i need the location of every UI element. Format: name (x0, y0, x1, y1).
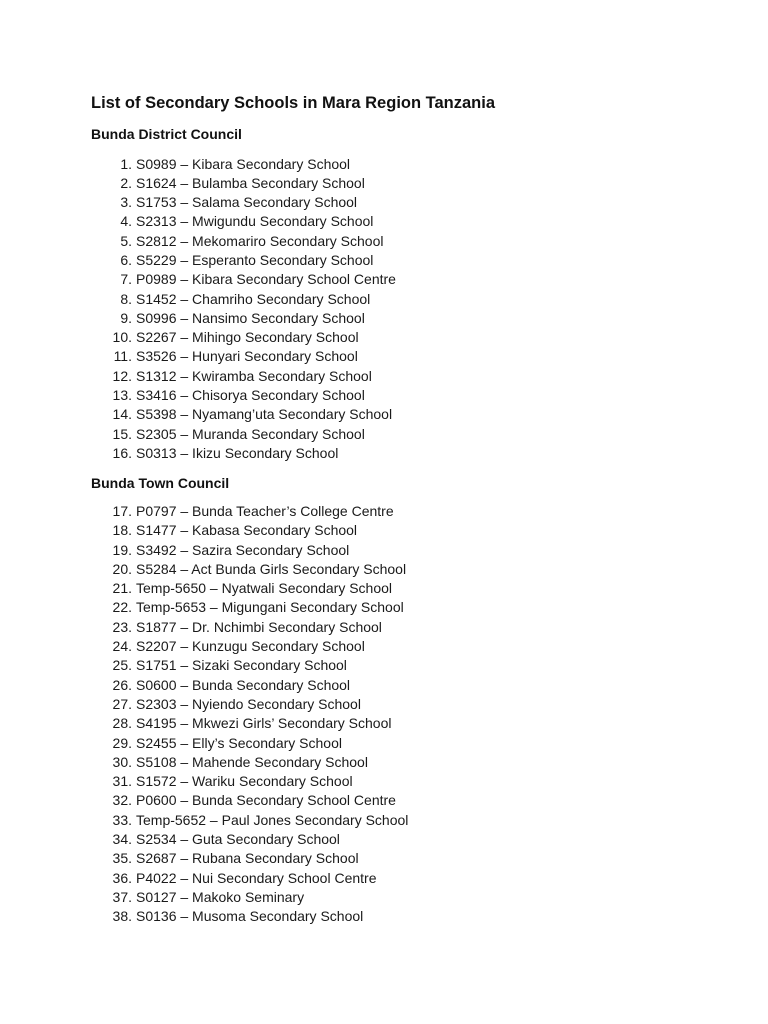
list-item-number: 29. (112, 734, 132, 751)
list-item-number: 33. (112, 811, 132, 828)
list-item-number: 30. (112, 753, 132, 770)
list-item-school-name: P0989 – Kibara Secondary School Centre (136, 271, 396, 288)
list-item-school-name: S5108 – Mahende Secondary School (136, 753, 368, 770)
list-item-number: 36. (112, 869, 132, 886)
list-item-number: 4. (120, 213, 132, 230)
list-item-school-name: S1751 – Sizaki Secondary School (136, 657, 347, 674)
list-item-number: 35. (112, 850, 132, 867)
list-item-school-name: Temp-5650 – Nyatwali Secondary School (136, 580, 393, 597)
list-item-number: 10. (112, 329, 132, 346)
list-item-school-name: S1624 – Bulamba Secondary School (136, 174, 365, 191)
list-item-school-name: P0797 – Bunda Teacher’s College Centre (136, 503, 394, 519)
list-item-number: 11. (113, 348, 132, 365)
list-item-number: 8. (120, 290, 132, 307)
list-item-number: 18. (112, 522, 132, 539)
list-item-school-name: Temp-5653 – Migungani Secondary School (136, 599, 404, 616)
list-item-number: 14. (112, 406, 132, 423)
list-item-school-name: S0600 – Bunda Secondary School (136, 676, 351, 693)
list-item-number: 1. (120, 155, 132, 172)
list-item-school-name: S1572 – Wariku Secondary School (136, 773, 353, 790)
list-item-school-name: S1477 – Kabasa Secondary School (136, 522, 358, 539)
list-item-number: 5. (120, 232, 132, 249)
list-item-school-name: S0127 – Makoko Seminary (136, 888, 305, 905)
list-item-number: 32. (112, 792, 132, 809)
list-item-school-name: S2687 – Rubana Secondary School (136, 850, 359, 867)
list-item-school-name: S3416 – Chisorya Secondary School (136, 387, 365, 404)
list-item-number: 22. (112, 599, 132, 616)
list-item-school-name: Temp-5652 – Paul Jones Secondary School (136, 811, 409, 828)
list-item-number: 15. (112, 425, 132, 442)
list-item-school-name: S0989 – Kibara Secondary School (136, 155, 351, 172)
list-item-number: 37. (112, 888, 132, 905)
list-item-school-name: S1877 – Dr. Nchimbi Secondary School (136, 618, 382, 635)
list-item-number: 7. (120, 271, 132, 288)
list-item-school-name: S2812 – Mekomariro Secondary School (136, 232, 384, 249)
list-item-number: 27. (112, 695, 132, 712)
list-item-school-name: S2534 – Guta Secondary School (136, 831, 340, 848)
list-item-school-name: S0313 – Ikizu Secondary School (136, 444, 339, 461)
list-item-school-name: P0600 – Bunda Secondary School Centre (136, 792, 396, 809)
list-item-number: 12. (112, 367, 132, 384)
section-heading-bunda-town-council: Bunda Town Council (91, 475, 230, 491)
list-item-number: 34. (112, 831, 132, 848)
list-item-school-name: S2305 – Muranda Secondary School (136, 425, 365, 442)
list-item-school-name: S2455 – Elly’s Secondary School (136, 734, 342, 751)
list-item-number: 19. (112, 541, 132, 558)
list-item-school-name: S1753 – Salama Secondary School (136, 194, 358, 211)
section-heading-bunda-district-council: Bunda District Council (91, 126, 242, 142)
list-item-number: 6. (120, 251, 132, 268)
list-item-number: 17. (112, 503, 132, 519)
list-item-number: 13. (112, 387, 132, 404)
list-item-school-name: S0996 – Nansimo Secondary School (136, 309, 365, 326)
list-item-school-name: S4195 – Mkwezi Girls’ Secondary School (136, 715, 392, 732)
list-item-number: 25. (112, 657, 132, 674)
list-item-number: 24. (112, 638, 132, 655)
list-item-number: 38. (112, 908, 132, 925)
document-title: List of Secondary Schools in Mara Region Tanzania (91, 94, 496, 112)
list-item-number: 21. (112, 580, 132, 597)
list-item-school-name: S1452 – Chamriho Secondary School (136, 290, 371, 307)
list-item-number: 31. (112, 773, 132, 790)
list-item-school-name: S1312 – Kwiramba Secondary School (136, 367, 372, 384)
list-item-number: 26. (112, 676, 132, 693)
list-item-school-name: P4022 – Nui Secondary School Centre (136, 869, 377, 886)
list-item-school-name: S2313 – Mwigundu Secondary School (136, 213, 374, 230)
list-item-school-name: S5229 – Esperanto Secondary School (136, 251, 374, 268)
list-item-number: 16. (112, 444, 132, 461)
list-item-school-name: S2267 – Mihingo Secondary School (136, 329, 359, 346)
list-item-school-name: S0136 – Musoma Secondary School (136, 908, 364, 925)
list-item-number: 2. (120, 174, 132, 191)
list-item-number: 23. (112, 618, 132, 635)
list-item-school-name: S3526 – Hunyari Secondary School (136, 348, 358, 365)
list-item-number: 9. (120, 309, 132, 326)
list-item-number: 3. (120, 194, 132, 211)
list-item-school-name: S2207 – Kunzugu Secondary School (136, 638, 365, 655)
list-item-school-name: S5284 – Act Bunda Girls Secondary School (136, 560, 407, 577)
list-item-school-name: S3492 – Sazira Secondary School (136, 541, 350, 558)
list-item-school-name: S2303 – Nyiendo Secondary School (136, 695, 361, 712)
list-item-number: 28. (112, 715, 132, 732)
list-item-number: 20. (112, 560, 132, 577)
list-item-school-name: S5398 – Nyamang’uta Secondary School (136, 406, 393, 423)
